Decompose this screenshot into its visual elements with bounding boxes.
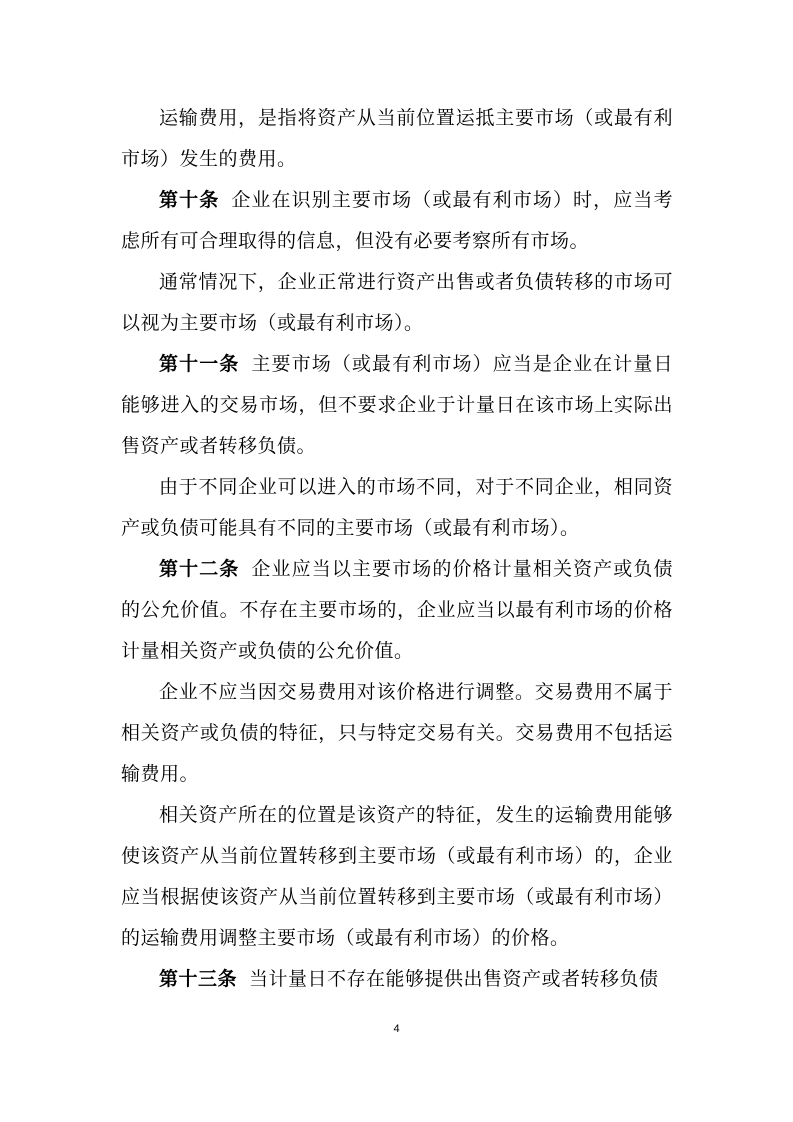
paragraph-text: 相关资产所在的位置是该资产的特征，发生的运输费用能够使该资产从当前位置转移到主要市场（或最有利市场）的，企业应当根据使该资产从当前位置转移到主要市场（或最有利市场）的运输费用调整主要市场（或最有利市场）的价格。 — [121, 804, 673, 949]
article-title: 第十条 — [159, 189, 220, 211]
paragraph-9 — [121, 959, 673, 1000]
paragraph-5 — [121, 467, 673, 549]
paragraph-8 — [121, 795, 673, 959]
document-body — [121, 98, 673, 1000]
paragraph-text: 运输费用，是指将资产从当前位置运抵主要市场（或最有利市场）发生的费用。 — [121, 107, 673, 170]
paragraph-text: 企业在识别主要市场（或最有利市场）时，应当考虑所有可合理取得的信息，但没有必要考察所有市场。 — [121, 189, 673, 252]
paragraph-text: 主要市场（或最有利市场）应当是企业在计量日能够进入的交易市场，但不要求企业于计量日在该市场上实际出售资产或者转移负债。 — [121, 353, 673, 457]
paragraph-text: 通常情况下，企业正常进行资产出售或者负债转移的市场可以视为主要市场（或最有利市场）。 — [121, 271, 673, 334]
paragraph-text: 企业应当以主要市场的价格计量相关资产或负债的公允价值。不存在主要市场的，企业应当以最有利市场的价格计量相关资产或负债的公允价值。 — [121, 558, 673, 662]
paragraph-1 — [121, 98, 673, 180]
paragraph-6 — [121, 549, 673, 672]
page-number: 4 — [393, 1023, 400, 1035]
article-title: 第十三条 — [159, 968, 238, 990]
paragraph-3 — [121, 262, 673, 344]
paragraph-text: 企业不应当因交易费用对该价格进行调整。交易费用不属于相关资产或负债的特征，只与特定交易有关。交易费用不包括运输费用。 — [121, 681, 673, 785]
paragraph-7 — [121, 672, 673, 795]
paragraph-text: 当计量日不存在能够提供出售资产或者转移负债 — [249, 968, 659, 990]
paragraph-2 — [121, 180, 673, 262]
paragraph-4 — [121, 344, 673, 467]
article-title: 第十一条 — [159, 353, 240, 375]
article-title: 第十二条 — [159, 558, 240, 580]
paragraph-text: 由于不同企业可以进入的市场不同，对于不同企业，相同资产或负债可能具有不同的主要市场（或最有利市场）。 — [121, 476, 673, 539]
